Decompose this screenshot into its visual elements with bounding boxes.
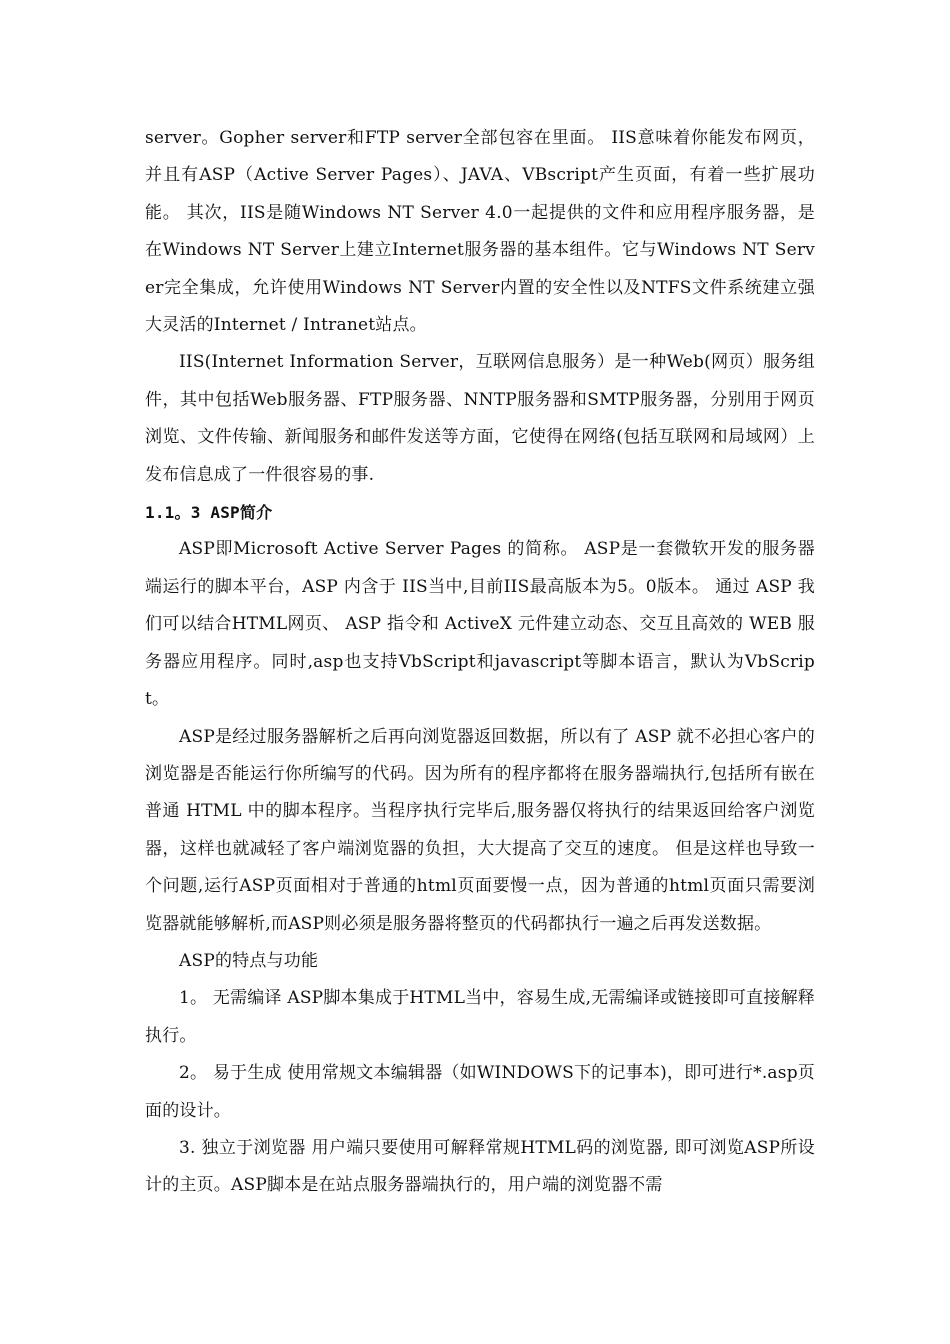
section-heading-asp-intro: 1.1。3 ASP简介 [145,503,273,523]
list-item-browser-independent: 3. 独立于浏览器 用户端只要使用可解释常规HTML码的浏览器, 即可浏览ASP所设计的主页。ASP脚本是在站点服务器端执行的，用户端的浏览器不需 [145,1137,815,1196]
paragraph-asp-server-side: ASP是经过服务器解析之后再向浏览器返回数据，所以有了 ASP 就不必担心客户的浏览器是否能运行你所编写的代码。因为所有的程序都将在服务器端执行,包括所有嵌在普通 HTML 中的脚本程序。当程序执行完毕后,服务器仅将执行的结果返回给客户浏览器，这样也就减轻了客户端浏览器的负担，大大提高了交互的速度。 但是这样也导致一个问题,运行ASP页面相对于普通的html页面要慢一点，因为普通的html页面只需要浏览器就能够解析,而ASP则必须是服务器将整页的代码都执行一遍之后再发送数据。 [145,726,815,934]
list-item-no-compile: 1。 无需编译 ASP脚本集成于HTML当中，容易生成,无需编译或链接即可直接解释执行。 [145,988,815,1046]
list-item-easy-generate: 2。 易于生成 使用常规文本编辑器（如WINDOWS下的记事本)，即可进行*.asp页面的设计。 [145,1063,815,1121]
document-body [145,120,815,1205]
paragraph-asp-definition: ASP即Microsoft Active Server Pages 的简称。 ASP是一套微软开发的服务器端运行的脚本平台，ASP 内含于 IIS当中,目前IIS最高版本为5。0版本。 通过 ASP 我们可以结合HTML网页、 ASP 指令和 ActiveX 元件建立动态、交互且高效的 WEB 服务器应用程序。同时,asp也支持VbScript和javascript等脚本语言，默认为VbScript。 [145,539,815,710]
paragraph-iis-overview: server。Gopher server和FTP server全部包容在里面。 IIS意味着你能发布网页，并且有ASP（Active Server Pages）、JAVA、VBscript产生页面，有着一些扩展功能。 其次，IIS是随Windows NT Server 4.0一起提供的文件和应用程序服务器，是在Windows NT Server上建立Internet服务器的基本组件。它与Windows NT Server完全集成，允许使用Windows NT Server内置的安全性以及NTFS文件系统建立强大灵活的Internet / Intranet站点。 [145,128,815,336]
paragraph-iis-definition: IIS(Internet Information Server，互联网信息服务）是一种Web(网页）服务组件，其中包括Web服务器、FTP服务器、NNTP服务器和SMTP服务器，分别用于网页浏览、文件传输、新闻服务和邮件发送等方面，它使得在网络(包括互联网和局域网）上发布信息成了一件很容易的事. [145,352,815,485]
paragraph-asp-features-title: ASP的特点与功能 [179,950,319,971]
